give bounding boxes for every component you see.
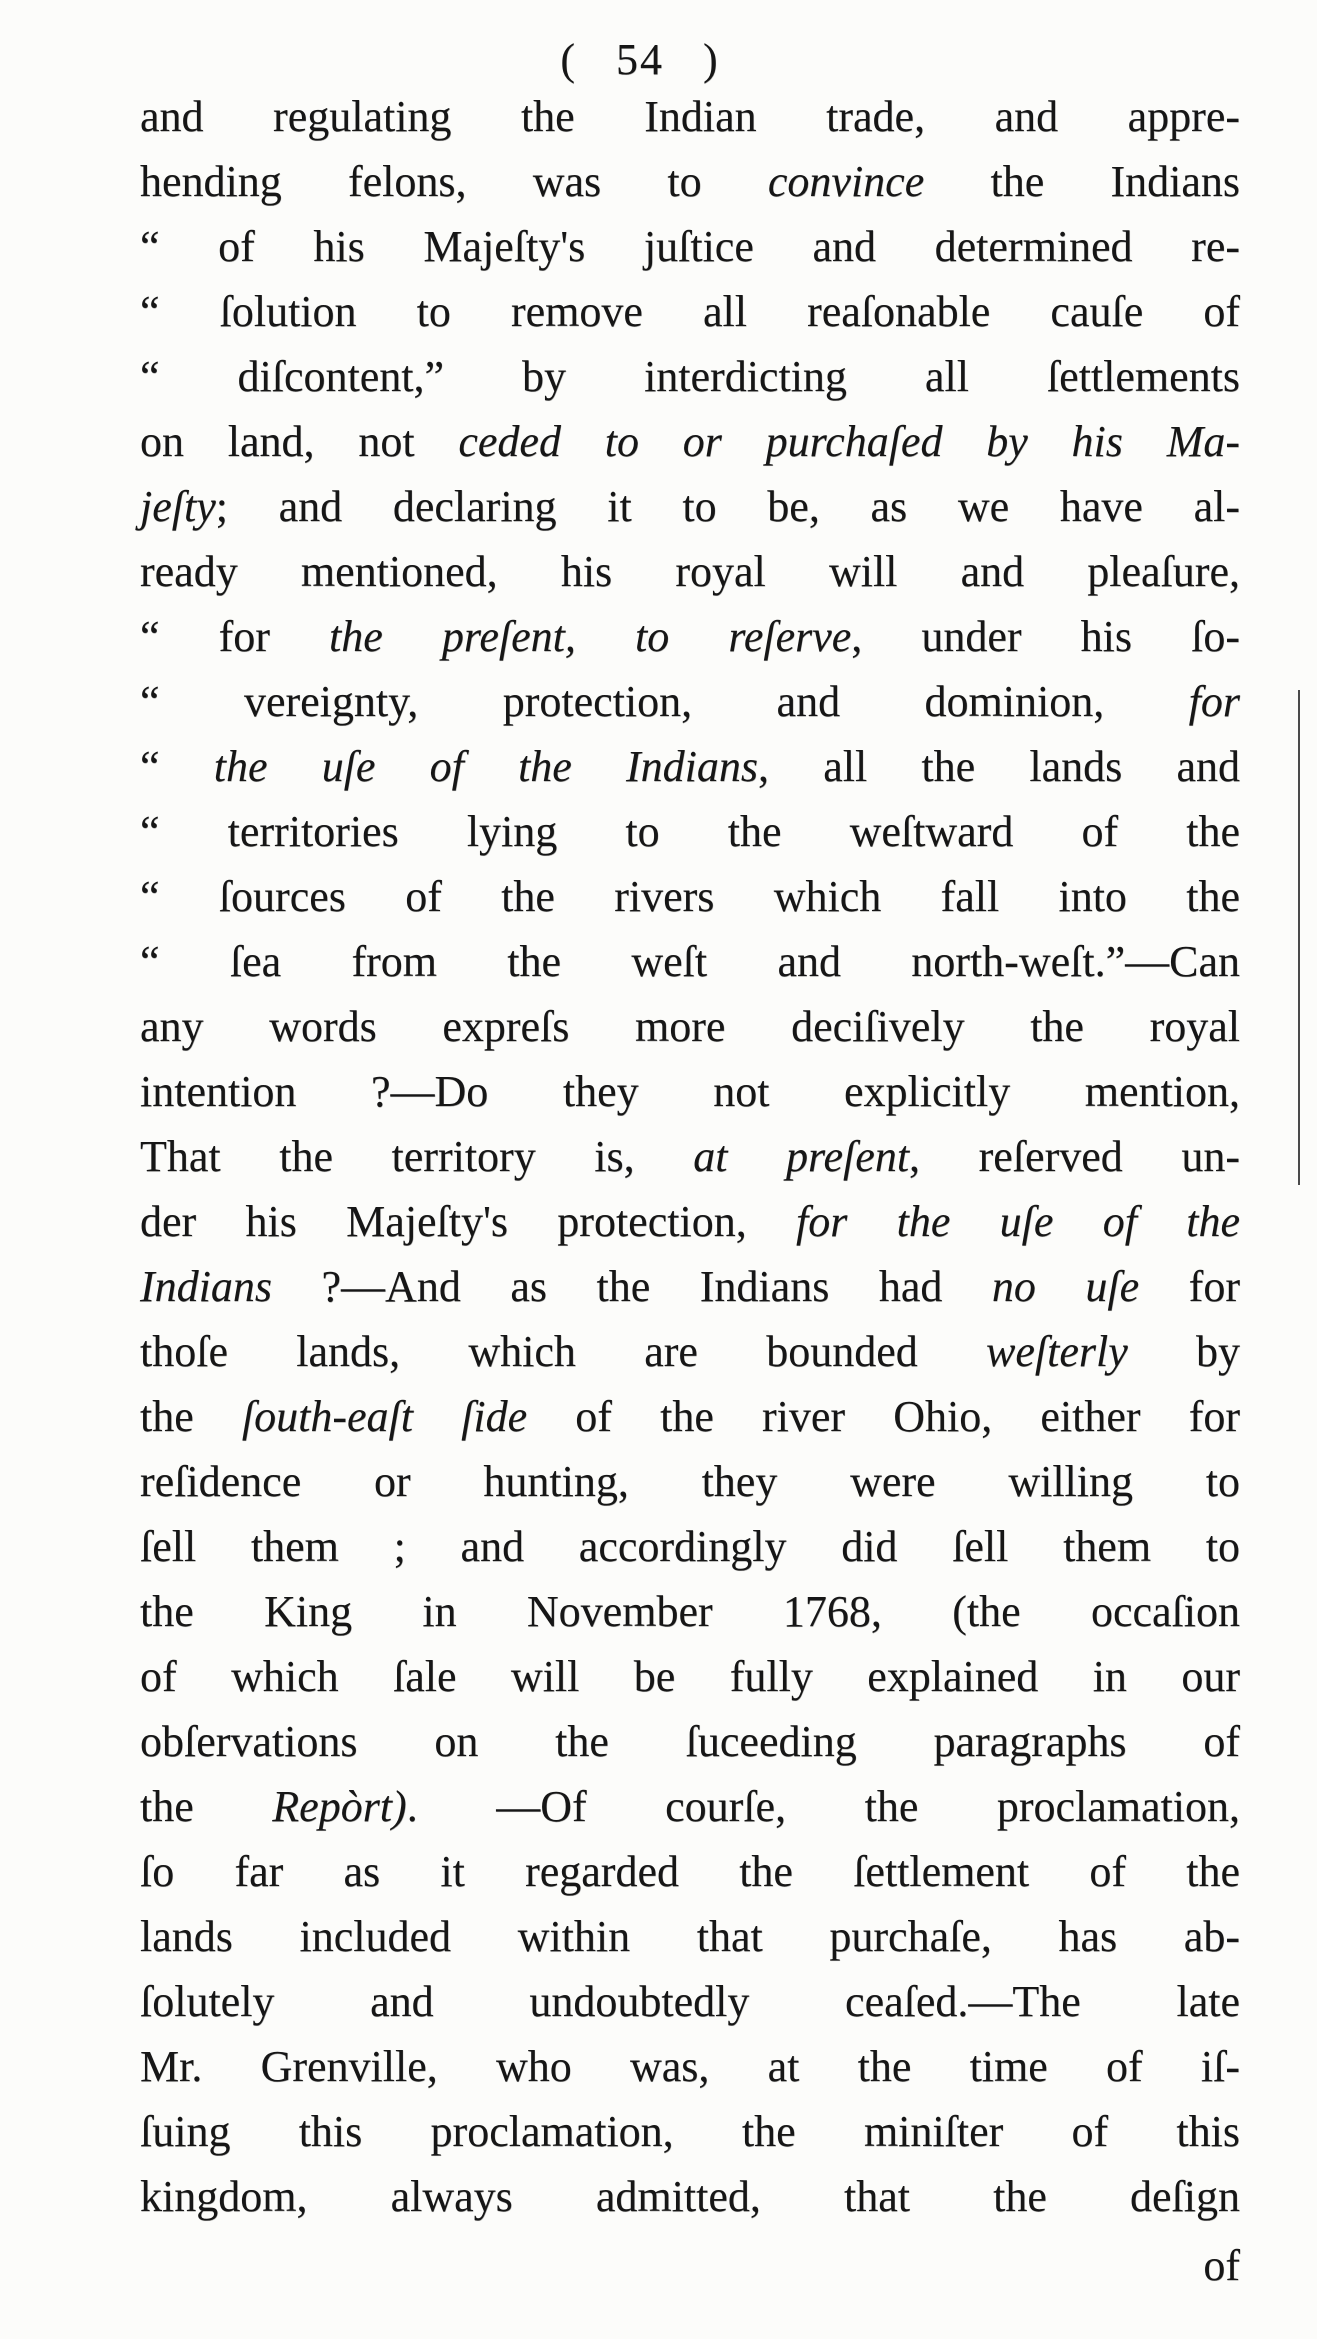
text-segment: for xyxy=(1139,1262,1240,1311)
text-line xyxy=(140,929,1240,994)
text-segment: the xyxy=(140,1392,242,1441)
text-segment: “ xyxy=(140,742,214,791)
text-line xyxy=(140,734,1240,799)
text-segment: “ territories lying to the weſtward of the xyxy=(140,807,1240,856)
italic-text-segment: at preſent xyxy=(693,1132,910,1181)
text-line xyxy=(140,279,1240,344)
text-segment: and regulating the Indian trade, and appre- xyxy=(140,92,1240,141)
text-line xyxy=(140,604,1240,669)
text-line xyxy=(140,1059,1240,1124)
text-line xyxy=(140,1124,1240,1189)
text-line xyxy=(140,84,1240,149)
text-segment: the King in November 1768, (the occaſion xyxy=(140,1587,1240,1636)
italic-text-segment: weſterly xyxy=(986,1327,1128,1376)
text-segment: obſervations on the ſuceeding paragraphs of xyxy=(140,1717,1240,1766)
text-segment: ſuing this proclamation, the miniſter of this xyxy=(140,2107,1240,2156)
italic-text-segment: Indians xyxy=(140,1262,272,1311)
text-line xyxy=(140,344,1240,409)
text-line xyxy=(140,2099,1240,2164)
italic-text-segment: the preſent, to reſerve xyxy=(329,612,852,661)
text-segment: on land, not xyxy=(140,417,459,466)
text-segment: “ ſolution to remove all reaſonable cauſe of xyxy=(140,287,1240,336)
text-line xyxy=(140,1384,1240,1449)
text-line xyxy=(140,2034,1240,2099)
text-line xyxy=(140,1449,1240,1514)
text-segment: “ vereignty, protection, and dominion, xyxy=(140,677,1189,726)
italic-text-segment: for the uſe of the xyxy=(795,1197,1240,1246)
italic-text-segment: Repòrt) xyxy=(272,1782,407,1831)
italic-text-segment: convince xyxy=(767,157,925,206)
text-segment: “ ſea from the weſt and north-weſt.”—Can xyxy=(140,937,1240,986)
text-segment: intention ?—Do they not explicitly mention, xyxy=(140,1067,1240,1116)
text-segment: ſolutely and undoubtedly ceaſed.—The late xyxy=(140,1977,1240,2026)
italic-text-segment: jeſty xyxy=(140,482,216,531)
text-line xyxy=(140,2164,1240,2229)
catchword: of xyxy=(1203,2241,1240,2290)
text-line xyxy=(140,1254,1240,1319)
text-segment: “ for xyxy=(140,612,330,661)
italic-text-segment: the uſe of the Indians xyxy=(213,742,759,791)
text-segment: ſo far as it regarded the ſettlement of the xyxy=(140,1847,1240,1896)
italic-text-segment: ſouth-eaſt ſide xyxy=(241,1392,528,1441)
text-segment: thoſe lands, which are bounded xyxy=(140,1327,986,1376)
text-line xyxy=(140,669,1240,734)
text-segment: the Indians xyxy=(924,157,1240,206)
text-line xyxy=(140,474,1240,539)
scan-edge-artifact xyxy=(1298,690,1300,1185)
text-segment: , reſerved un- xyxy=(909,1132,1240,1181)
text-segment: kingdom, always admitted, that the deſign xyxy=(140,2172,1240,2221)
text-segment: by xyxy=(1127,1327,1241,1376)
text-segment: “ diſcontent,” by interdicting all ſettlements xyxy=(140,352,1240,401)
text-segment: hending felons, was to xyxy=(140,157,768,206)
text-segment: reſidence or hunting, they were willing to xyxy=(140,1457,1240,1506)
text-line xyxy=(140,1774,1240,1839)
text-segment: ; and declaring it to be, as we have al- xyxy=(215,482,1240,531)
text-segment: “ ſources of the rivers which fall into the xyxy=(140,872,1240,921)
text-line xyxy=(140,409,1240,474)
text-line xyxy=(140,1904,1240,1969)
text-segment: lands included within that purchaſe, has ab- xyxy=(140,1912,1240,1961)
text-line xyxy=(140,214,1240,279)
text-segment: der his Majeſty's protection, xyxy=(140,1197,796,1246)
text-segment: of which ſale will be fully explained in our xyxy=(140,1652,1240,1701)
text-line xyxy=(140,1514,1240,1579)
text-segment: . —Of courſe, the proclamation, xyxy=(406,1782,1240,1831)
text-line xyxy=(140,994,1240,1059)
text-line xyxy=(140,1579,1240,1644)
text-line xyxy=(140,1969,1240,2034)
text-segment: , all the lands and xyxy=(758,742,1240,791)
text-line xyxy=(140,1189,1240,1254)
text-line xyxy=(140,1644,1240,1709)
italic-text-segment: for xyxy=(1188,677,1240,726)
text-line xyxy=(140,1709,1240,1774)
text-line xyxy=(140,1839,1240,1904)
text-line xyxy=(140,539,1240,604)
text-segment: the xyxy=(140,1782,273,1831)
text-segment: ſell them ; and accordingly did ſell them to xyxy=(140,1522,1240,1571)
text-segment: , under his ſo- xyxy=(851,612,1241,661)
text-line xyxy=(140,149,1240,214)
text-segment: “ of his Majeſty's juſtice and determined re- xyxy=(140,222,1240,271)
text-segment: Mr. Grenville, who was, at the time of iſ- xyxy=(140,2042,1240,2091)
italic-text-segment: no uſe xyxy=(991,1262,1140,1311)
page-number-header: ( 54 ) xyxy=(560,35,720,84)
text-segment: ready mentioned, his royal will and pleaſure, xyxy=(140,547,1240,596)
text-line xyxy=(140,864,1240,929)
text-line xyxy=(140,1319,1240,1384)
text-line xyxy=(140,799,1240,864)
body-text xyxy=(140,84,1240,2229)
text-segment: That the territory is, xyxy=(140,1132,694,1181)
text-segment: of the river Ohio, either for xyxy=(527,1392,1240,1441)
text-segment: any words expreſs more deciſively the royal xyxy=(140,1002,1240,1051)
text-segment: ?—And as the Indians had xyxy=(272,1262,992,1311)
italic-text-segment: ceded to or purchaſed by his Ma- xyxy=(458,417,1240,466)
